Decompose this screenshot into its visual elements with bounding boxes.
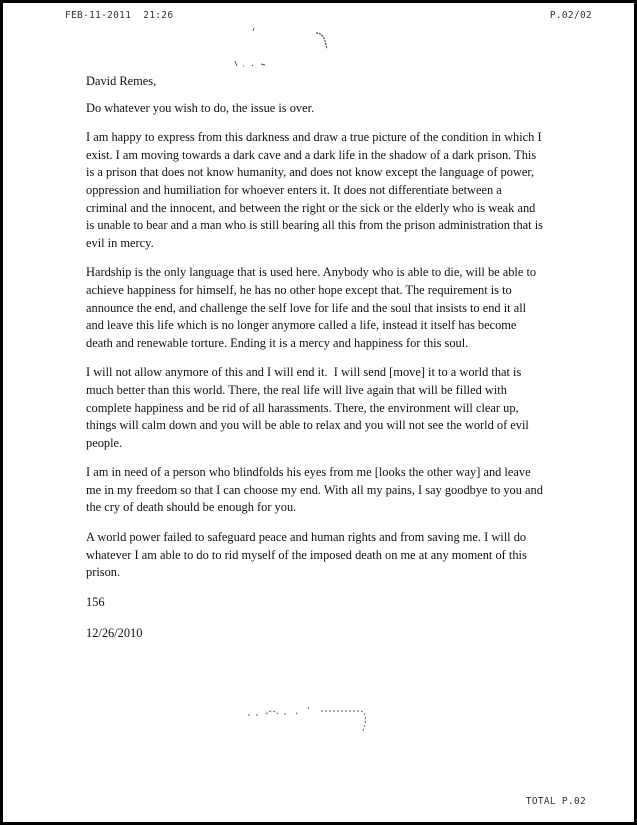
letter-body (86, 73, 546, 655)
letter-number: 156 (86, 594, 105, 609)
letter-salutation: David Remes, (86, 74, 157, 88)
fax-page-number: P.02/02 (549, 10, 592, 21)
letter-paragraph: A world power failed to safeguard peace and human rights and from saving me. I will do whatever I am able to do to rid myself of the imposed death on me at any moment of this prison. (86, 530, 527, 580)
scan-marks-top (228, 23, 408, 73)
fax-datetime: FEB-11-2011 21:26 (65, 10, 174, 21)
letter-paragraph: I am in need of a person who blindfolds his eyes from me [looks the other way] and leave me in my freedom so that I can choose my end. With all my pains, I say goodbye to you and the cry of death should be enough for you. (86, 465, 543, 515)
fax-total-pages: TOTAL P.02 (525, 796, 586, 807)
scan-marks-bottom (228, 703, 408, 743)
letter-paragraph: I will not allow anymore of this and I will end it. I will send [move] it to a world that is much better than this world. There, the real life will live again that will be filled with complete happiness and be rid of all harassments. There, the environment will clear up, things will calm down and you will be able to relax and you will not see the world of evil people. (86, 365, 532, 450)
letter-paragraph: I am happy to express from this darkness and draw a true picture of the condition in which I exist. I am moving towards a dark cave and a dark life in the shadow of a dark prison. This is a prison that does not know humanity, and does not know except the language of power, oppression and humiliation for whoever enters it. It does not differentiate between a criminal and the innocent, and between the right or the sick or the elderly who is weak and is unable to bear and a man who is still bearing all this from the prison administration that is evil in mercy. (86, 130, 543, 250)
letter-paragraph: Do whatever you wish to do, the issue is over. (86, 100, 315, 115)
letter-date: 12/26/2010 (86, 626, 143, 641)
letter-paragraph: Hardship is the only language that is used here. Anybody who is able to die, will be able to achieve happiness for himself, he has no other hope except that. The requirement is to announce the end, and challenge the self love for life and the soul that insists to end it all and leave this life which is no longer anymore called a life, instead it itself has become death and renewable torture. Ending it is a mercy and happiness for this soul. (86, 265, 537, 350)
